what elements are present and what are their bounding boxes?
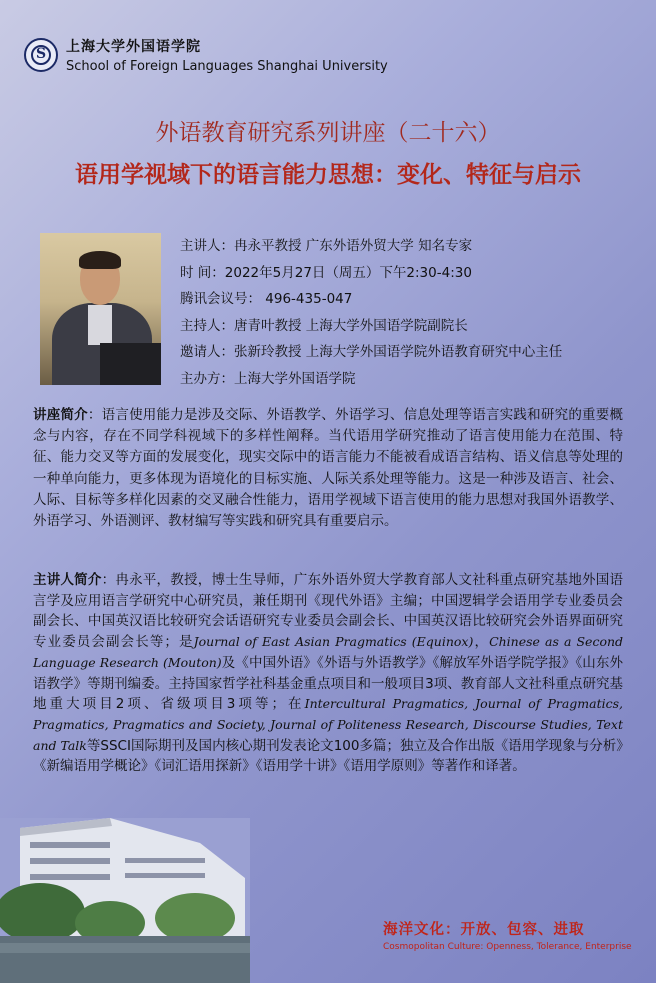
- series-title: 外语教育研究系列讲座（二十六）: [155, 120, 501, 146]
- bio-text-1: ：冉永平，教授，博士生导师，广东外语外贸大学教育部人文社科重点研究基地外国语言学及应用语言学研究中心研究员，兼任期刊《现代外语》主编；中国逻辑学会语用学专业委员会副会长、中国英汉语比较研究会话语研究专业委员会副会长、中国英汉语比较研究会外语界面研究专业委员会副会长等；是: [33, 572, 624, 651]
- campus-tree: [155, 893, 235, 943]
- school-name: [66, 36, 388, 74]
- lecture-intro: [33, 405, 623, 532]
- intro-label: 讲座简介: [33, 407, 88, 423]
- campus-illustration: [0, 818, 250, 983]
- campus-window-row: [125, 858, 205, 863]
- campus-window-row: [30, 858, 110, 864]
- intro-text: ：语言使用能力是涉及交际、外语教学、外语学习、信息处理等语言实践和研究的重要概念与内容，存在不同学科视域下的多样性阐释。当代语用学研究推动了语言使用能力在范围、特征、能力交叉等方面的发展变化，现实交际中的语言能力不能被看成语言结构、语义信息等处理的一种单向能力，更多体现为语境化的目标实施、人际关系处理等能力。这是一种涉及语言、社会、人际、目标等多样化因素的交叉融合性能力，语用学视域下语言使用的能力思想对我国外语教学、外语学习、外语测评、教材编写等实践和研究具有重要启示。: [33, 407, 624, 530]
- campus-window-row: [125, 873, 205, 878]
- bio-journal-list: Intercultural Pragmatics, Journal of Pragmatics, Pragmatics, Pragmatics and Society, Journal of Politeness Research, Discourse Studies, Text and Talk: [33, 696, 623, 753]
- lecture-title: 语用学视域下的语言能力思想：变化、特征与启示: [75, 162, 581, 188]
- info-time: 时 间：2022年5月27日（周五）下午2:30-4:30: [180, 264, 472, 281]
- slogan-cn: 海洋文化：开放、包容、进取: [383, 921, 585, 938]
- info-organizer: 主办方：上海大学外国语学院: [180, 370, 356, 387]
- photo-podium-shape: [100, 343, 161, 385]
- slogan-en: Cosmopolitan Culture: Openness, Tolerance, Enterprise: [383, 942, 632, 952]
- info-inviter: 邀请人：张新玲教授 上海大学外国语学院外语教育研究中心主任: [180, 344, 563, 360]
- campus-window-row: [30, 874, 110, 880]
- school-name-en: School of Foreign Languages Shanghai University: [66, 59, 388, 74]
- photo-shirt-shape: [88, 305, 112, 345]
- info-speaker: 主讲人：冉永平教授 广东外语外贸大学 知名专家: [180, 238, 473, 254]
- campus-window-row: [30, 842, 110, 848]
- university-logo-icon: [24, 38, 58, 72]
- speaker-bio: [33, 570, 623, 777]
- photo-hair-shape: [79, 251, 121, 269]
- bio-journal-2: Chinese as a Second Language Research (Mouton): [33, 634, 624, 670]
- bio-text-4: 等SSCI国际期刊及国内核心期刊发表论文100多篇；独立及合作出版《语用学现象与分析》《新编语用学概论》《词汇语用探新》《语用学十讲》《语用学原则》等著作和译著。: [33, 737, 623, 775]
- speaker-photo: [40, 233, 161, 385]
- school-name-cn: 上海大学外国语学院: [66, 39, 201, 55]
- info-host: 主持人：唐青叶教授 上海大学外国语学院副院长: [180, 317, 468, 334]
- school-header: [24, 36, 388, 74]
- lecture-info: [180, 233, 562, 392]
- campus-reflection: [0, 943, 250, 953]
- bio-text-3: 及《中国外语》《外语与外语教学》《解放军外语学院学报》《山东外语教学》等期刊编委。主持国家哲学社科基金重点项目和一般项目3项、教育部人文社科重点研究基地重大项目2项、省级项目3项等；在: [33, 654, 624, 713]
- bio-journal-1: Journal of East Asian Pragmatics (Equinox): [193, 634, 474, 650]
- bio-text-2: ，: [473, 634, 490, 651]
- info-meeting-id: 腾讯会议号： 496-435-047: [180, 291, 353, 307]
- bio-label: 主讲人简介: [33, 572, 102, 588]
